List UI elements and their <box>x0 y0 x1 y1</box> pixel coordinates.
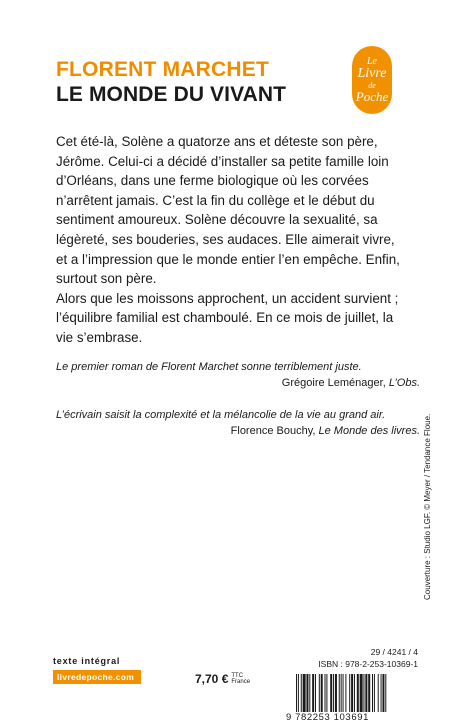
author-name: FLORENT MARCHET <box>56 58 269 81</box>
barcode-bar <box>325 674 326 716</box>
publisher-logo <box>352 46 392 114</box>
cover-credit: Couverture : Studio LGF. © Meyer / Tendance Floue. <box>423 413 432 600</box>
barcode-bar <box>330 674 332 716</box>
price-ttc: TTC <box>231 673 244 679</box>
barcode-bar <box>335 674 337 716</box>
barcode-bar <box>378 674 379 716</box>
price-country: France <box>231 679 251 685</box>
barcode-bar <box>321 674 323 716</box>
book-title: LE MONDE DU VIVANT <box>56 83 287 106</box>
logo-line-1: Le <box>367 56 377 67</box>
website-link[interactable]: livredepoche.com <box>53 670 141 684</box>
barcode-bar <box>372 674 373 716</box>
barcode-bar <box>345 674 346 716</box>
barcode-bar <box>312 674 314 716</box>
barcode-bar <box>349 674 350 716</box>
barcode-bar <box>309 674 310 716</box>
blurb-paragraph-2: Alors que les moissons approchent, un accident survient ; l’équilibre familial est chamboulé. En ce mois de juillet, la vie s’embrase. <box>56 290 399 345</box>
quote-author: Grégoire Leménager, <box>281 377 389 389</box>
quote-attribution <box>56 423 420 439</box>
barcode-bar <box>351 674 353 716</box>
barcode-bar <box>303 674 306 716</box>
barcode <box>286 674 416 722</box>
press-quote-1 <box>56 359 420 391</box>
codes <box>298 646 418 670</box>
barcode-bar <box>365 674 367 716</box>
quote-source: Le Monde des livres. <box>318 425 420 437</box>
barcode-bar <box>385 674 386 716</box>
catalog-number: 29 / 4241 / 4 <box>370 647 418 657</box>
barcode-bar <box>298 674 299 716</box>
barcode-bar <box>326 674 327 716</box>
barcode-bar <box>343 674 344 716</box>
barcode-bar <box>368 674 370 716</box>
barcode-bar <box>306 674 308 716</box>
barcode-bar <box>333 674 334 716</box>
blurb <box>56 132 408 348</box>
barcode-bar <box>341 674 342 716</box>
barcode-bar <box>357 674 359 716</box>
isbn: ISBN : 978-2-253-10369-1 <box>318 659 418 669</box>
blurb-paragraph-1: Cet été-là, Solène a quatorze ans et déteste son père, Jérôme. Celui-ci a décidé d’installer sa petite famille loin d’Orléans, dans une ferme biologique où les corvées n’arrêtent jamais. C’est la fin du collège et le début du sentiment amoureux. Solène découvre la sexualité, sa légèreté, ses bouderies, ses audaces. Elle aimerait vivre, et a l’impression que le monde entier l’en empêche. Enfin, surtout son père. <box>56 134 400 287</box>
quote-text: L’écrivain saisit la complexité et la mélancolie de la vie au grand air. <box>56 409 386 421</box>
price <box>195 672 250 686</box>
barcode-bar <box>296 674 297 716</box>
quote-author: Florence Bouchy, <box>230 425 319 437</box>
barcode-digits: 9 782253 103691 <box>286 712 416 723</box>
logo-line-3: de <box>368 81 376 90</box>
quote-attribution <box>56 375 420 391</box>
price-note <box>231 673 250 685</box>
press-quote-2 <box>56 407 420 439</box>
barcode-bar <box>381 674 382 716</box>
logo-line-4: Poche <box>355 89 389 104</box>
barcode-bar <box>354 674 355 716</box>
barcode-bar <box>301 674 302 716</box>
barcode-bar <box>382 674 384 716</box>
quote-source: L’Obs. <box>388 377 420 389</box>
barcode-bar <box>339 674 340 716</box>
price-amount: 7,70 € <box>195 672 229 686</box>
barcode-bar <box>319 674 320 716</box>
barcode-bars <box>296 674 414 716</box>
barcode-bar <box>374 674 375 716</box>
texte-integral-label: texte intégral <box>53 656 121 666</box>
barcode-bar <box>360 674 363 716</box>
barcode-bar <box>363 674 364 716</box>
quote-text: Le premier roman de Florent Marchet sonne terriblement juste. <box>56 361 362 373</box>
footer-left <box>53 656 141 685</box>
logo-line-2: Livre <box>357 66 387 81</box>
barcode-bar <box>315 674 316 716</box>
